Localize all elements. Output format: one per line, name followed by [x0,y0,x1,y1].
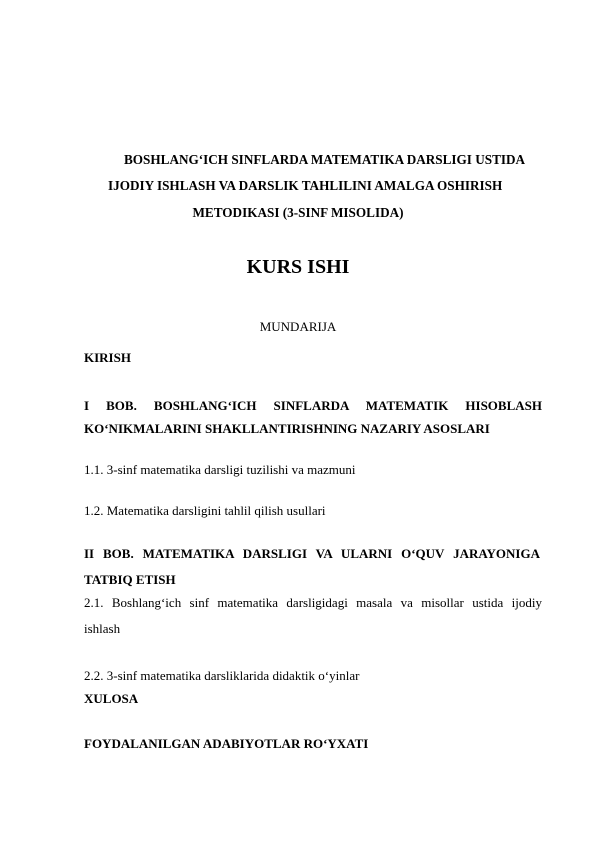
work-type-heading: KURS ISHI [246,256,350,278]
toc-section-2-1-line2: ishlash [84,621,121,636]
title-line-1: BOSHLANG‘ICH SINFLARDA MATEMATIKA DARSLIGI USTIDA [124,152,526,167]
title-line-2: IJODIY ISHLASH VA DARSLIK TAHLILINI AMALGA OSHIRISH [108,178,503,193]
title-line-3: METODIKASI (3-SINF MISOLIDA) [192,205,404,220]
toc-chapter2-line2: TATBIQ ETISH [84,572,176,587]
toc-chapter2-line1: II BOB. MATEMATIKA DARSLIGI VA ULARNI O‘QUV JARAYONIGA [84,546,540,561]
toc-section-1-1: 1.1. 3-sinf matematika darsligi tuzilishi va mazmuni [84,462,356,477]
toc-references: FOYDALANILGAN ADABIYOTLAR RO‘YXATI [84,736,369,751]
toc-section-1-2: 1.2. Matematika darsligini tahlil qilish usullari [84,503,326,518]
toc-section-2-1-line1: 2.1. Boshlang‘ich sinf matematika darsligidagi masala va misollar ustida ijodiy [84,595,542,610]
toc-heading: MUNDARIJA [259,319,337,334]
toc-chapter1-line2: KO‘NIKMALARINI SHAKLLANTIRISHNING NAZARIY ASOSLARI [84,421,490,436]
toc-intro: KIRISH [84,350,131,365]
toc-chapter1-line1: I BOB. BOSHLANG‘ICH SINFLARDA MATEMATIK HISOBLASH [84,398,542,413]
toc-section-2-2: 2.2. 3-sinf matematika darsliklarida didaktik o‘yinlar [84,668,360,683]
toc-conclusion: XULOSA [84,691,139,706]
